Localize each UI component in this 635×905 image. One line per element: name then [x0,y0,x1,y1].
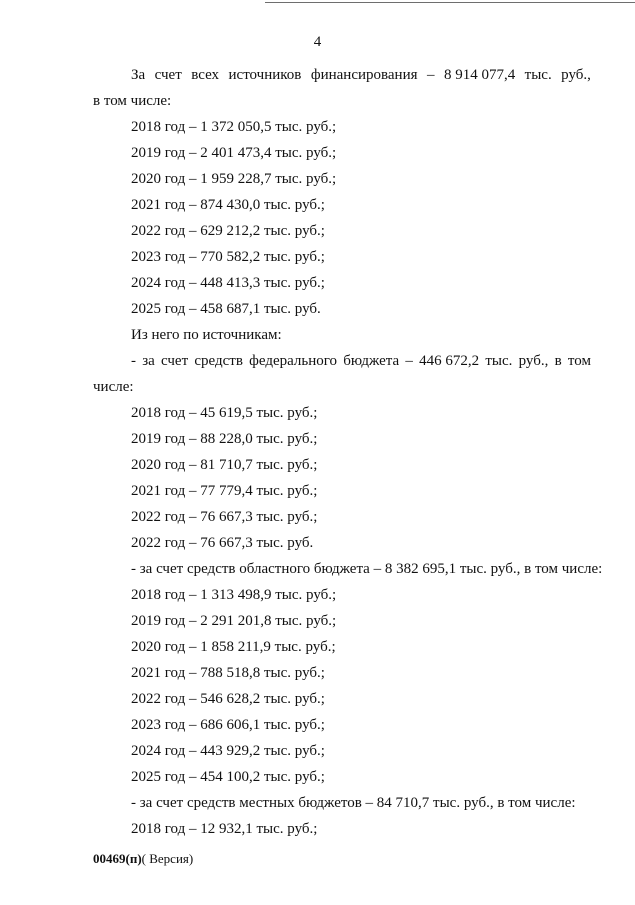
document-code: 00469(п) [93,851,142,866]
regional-year-line: 2019 год – 2 291 201,8 тыс. руб.; [131,613,337,629]
regional-year-line: 2023 год – 686 606,1 тыс. руб.; [131,717,325,733]
total-year-2018: 2018 год – 1 372 050,5 тыс. руб.; [131,119,337,135]
word: средств [194,353,243,369]
regional-year-line: 2024 год – 443 929,2 тыс. руб.; [131,743,325,759]
federal-year-line: 2022 год – 76 667,3 тыс. руб.; [131,509,318,525]
word: тыс. [485,353,513,369]
total-year-2021: 2021 год – 874 430,0 тыс. руб.; [131,197,325,213]
word: федерального [249,353,338,369]
word: тыс. [524,67,552,83]
regional-heading: - за счет средств областного бюджета – 8 382 695,1 тыс. руб., в том числе: [131,561,603,577]
total-year-2025: 2025 год – 458 687,1 тыс. руб. [131,301,321,317]
total-year-2023: 2023 год – 770 582,2 тыс. руб.; [131,249,325,265]
word: - [131,353,136,369]
word: источников [228,67,302,83]
word: За [131,67,146,83]
total-year-2020: 2020 год – 1 959 228,7 тыс. руб.; [131,171,337,187]
federal-year-line: 2018 год – 45 619,5 тыс. руб.; [131,405,318,421]
scan-edge-line [265,2,635,3]
intro-line [131,66,591,84]
word: за [142,353,155,369]
federal-heading [131,352,591,370]
regional-year-line: 2020 год – 1 858 211,9 тыс. руб.; [131,639,336,655]
total-year-2019: 2019 год – 2 401 473,4 тыс. руб.; [131,145,337,161]
word: том [567,353,591,369]
total-year-2024: 2024 год – 448 413,3 тыс. руб.; [131,275,325,291]
federal-year-line: 2021 год – 77 779,4 тыс. руб.; [131,483,318,499]
total-year-2022: 2022 год – 629 212,2 тыс. руб.; [131,223,325,239]
federal-year-line: 2022 год – 76 667,3 тыс. руб. [131,535,314,551]
word: руб., [561,67,591,83]
word: в [554,353,562,369]
page-number: 4 [313,34,322,50]
regional-year-line: 2018 год – 1 313 498,9 тыс. руб.; [131,587,337,603]
word: финансирования [310,67,418,83]
federal-year-line: 2019 год – 88 228,0 тыс. руб.; [131,431,318,447]
word: всех [191,67,220,83]
word: – [426,67,435,83]
word: – [405,353,413,369]
local-year-line: 2018 год – 12 932,1 тыс. руб.; [131,821,318,837]
federal-amount: 446 672,2 [419,353,480,369]
total-amount: 8 914 077,4 [443,67,516,83]
local-heading: - за счет средств местных бюджетов – 84 710,7 тыс. руб., в том числе: [131,795,576,811]
regional-year-line: 2025 год – 454 100,2 тыс. руб.; [131,769,325,785]
regional-year-line: 2022 год – 546 628,2 тыс. руб.; [131,691,325,707]
intro-continuation: в том числе: [93,93,172,109]
document-footer [93,851,193,867]
word: бюджета [343,353,400,369]
word: руб., [518,353,549,369]
sources-heading: Из него по источникам: [131,327,282,343]
regional-year-line: 2021 год – 788 518,8 тыс. руб.; [131,665,325,681]
word: счет [154,67,182,83]
document-version: ( Версия) [141,851,194,866]
word: счет [161,353,189,369]
federal-continuation: числе: [93,379,134,395]
federal-year-line: 2020 год – 81 710,7 тыс. руб.; [131,457,318,473]
